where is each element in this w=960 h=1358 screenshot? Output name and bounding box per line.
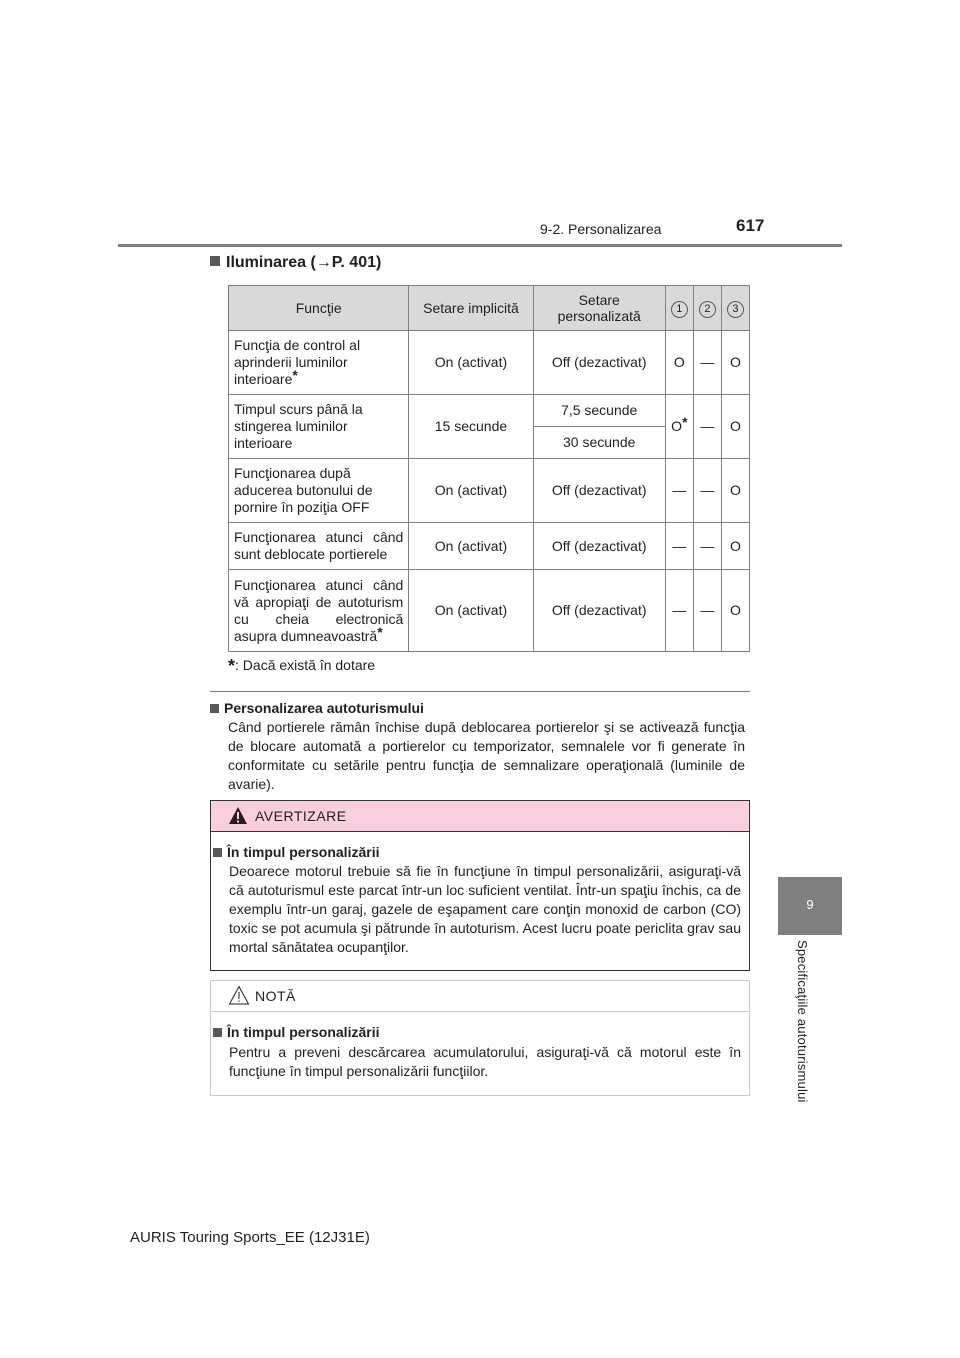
warning-triangle-icon xyxy=(228,806,248,825)
row-c1: — xyxy=(665,523,693,570)
table-row xyxy=(229,395,750,427)
row-custom: Off (dezactivat) xyxy=(533,331,665,395)
circled-number-3: 3 xyxy=(727,301,744,318)
personalization-text: Când portierele rămân închise după deblocarea portierelor şi se activează funcţia de blocare automată a portierelor cu temporizator, semnalele vor fi generate în conformitate cu setările pentru funcţia de semnalizare operaţională (luminile de avarie). xyxy=(228,719,745,792)
row-c2: — xyxy=(693,570,721,652)
note-header xyxy=(211,981,749,1012)
section-divider xyxy=(210,691,750,692)
bullet-square-icon xyxy=(213,1028,222,1037)
row-c3: O xyxy=(721,523,749,570)
circled-number-1: 1 xyxy=(671,301,688,318)
footnote-asterisk: * xyxy=(228,656,236,676)
header-col2 xyxy=(693,286,721,331)
page-number: 617 xyxy=(736,216,765,235)
section-title: Iluminarea (→P. 401) xyxy=(210,254,381,272)
table-row xyxy=(229,570,750,652)
row-default: On (activat) xyxy=(409,523,533,570)
row-custom-a: 7,5 secunde xyxy=(533,395,665,427)
warning-text: Deoarece motorul trebuie să fie în funcţiune în timpul personalizării, asiguraţi-vă că autoturismul este parcat într-un loc suficient ventilat. Într-un spaţiu închis, ca de exemplu într-un garaj, gazele de eşapament care conţin monoxid de carbon (CO) toxic se pot acumula şi pătrunde în autoturism. Acest lucru poate periclita grav sau mortal sănătatea ocupanţilor. xyxy=(229,863,741,955)
personalization-title: Personalizarea autoturismului xyxy=(210,700,424,716)
table-header-row xyxy=(229,286,750,331)
row-function: Timpul scurs până la stingerea luminilor interioare xyxy=(229,395,409,459)
row-function: Funcţionarea atunci când sunt deblocate portierele xyxy=(229,523,409,570)
warning-box xyxy=(210,800,750,971)
row-c1: O* xyxy=(665,395,693,459)
row-custom: Off (dezactivat) xyxy=(533,523,665,570)
header-rule xyxy=(118,244,842,247)
warning-subtitle: În timpul personalizării xyxy=(213,844,379,860)
header-default: Setare implicită xyxy=(409,286,533,331)
page-header-section: 9-2. Personalizarea xyxy=(540,221,662,237)
note-label: NOTĂ xyxy=(255,988,296,1004)
footnote: *: Dacă există în dotare xyxy=(228,656,376,676)
row-c1: — xyxy=(665,570,693,652)
chapter-label: Specificaţiile autoturismului xyxy=(795,940,810,1103)
settings-table xyxy=(228,285,750,652)
row-custom: Off (dezactivat) xyxy=(533,570,665,652)
row-c1: O xyxy=(665,331,693,395)
row-default: 15 secunde xyxy=(409,395,533,459)
bullet-square-icon xyxy=(213,848,222,857)
row-c3: O xyxy=(721,331,749,395)
row-custom: Off (dezactivat) xyxy=(533,459,665,523)
warning-header xyxy=(211,801,749,832)
row-default: On (activat) xyxy=(409,459,533,523)
table-row xyxy=(229,331,750,395)
warning-label: AVERTIZARE xyxy=(255,808,347,824)
row-c1: — xyxy=(665,459,693,523)
row-function: Funcţionarea atunci când vă apropiaţi de autoturism cu cheia electronică asupra dumneavoastră* xyxy=(229,570,409,652)
row-c3: O xyxy=(721,395,749,459)
row-c3: O xyxy=(721,570,749,652)
page-footer: AURIS Touring Sports_EE (12J31E) xyxy=(130,1229,370,1246)
table-row xyxy=(229,459,750,523)
asterisk: * xyxy=(292,367,298,383)
row-function: Funcţia de control al aprinderii luminilor interioare* xyxy=(229,331,409,395)
caution-triangle-icon xyxy=(228,985,250,1005)
table-row xyxy=(229,523,750,570)
circled-number-2: 2 xyxy=(699,301,716,318)
row-c2: — xyxy=(693,523,721,570)
header-custom: Setare personalizată xyxy=(533,286,665,331)
header-function: Funcţie xyxy=(229,286,409,331)
chapter-tab[interactable] xyxy=(778,877,842,935)
row-default: On (activat) xyxy=(409,570,533,652)
bullet-square-icon xyxy=(210,704,219,713)
note-box xyxy=(210,980,750,1096)
bullet-square-icon xyxy=(210,256,220,266)
row-c3: O xyxy=(721,459,749,523)
row-c2: — xyxy=(693,331,721,395)
asterisk: * xyxy=(377,623,383,640)
note-text: Pentru a preveni descărcarea acumulatorului, asiguraţi-vă că motorul este în funcţiune în timpul personalizării funcţiilor. xyxy=(229,1044,741,1079)
header-col1 xyxy=(665,286,693,331)
row-c2: — xyxy=(693,459,721,523)
header-col3 xyxy=(721,286,749,331)
row-c2: — xyxy=(693,395,721,459)
row-default: On (activat) xyxy=(409,331,533,395)
chapter-tab-number: 9 xyxy=(806,897,814,912)
note-subtitle: În timpul personalizării xyxy=(213,1024,379,1040)
row-function: Funcţionarea după aducerea butonului de pornire în poziţia OFF xyxy=(229,459,409,523)
asterisk: * xyxy=(682,414,688,430)
row-custom-b: 30 secunde xyxy=(533,427,665,459)
